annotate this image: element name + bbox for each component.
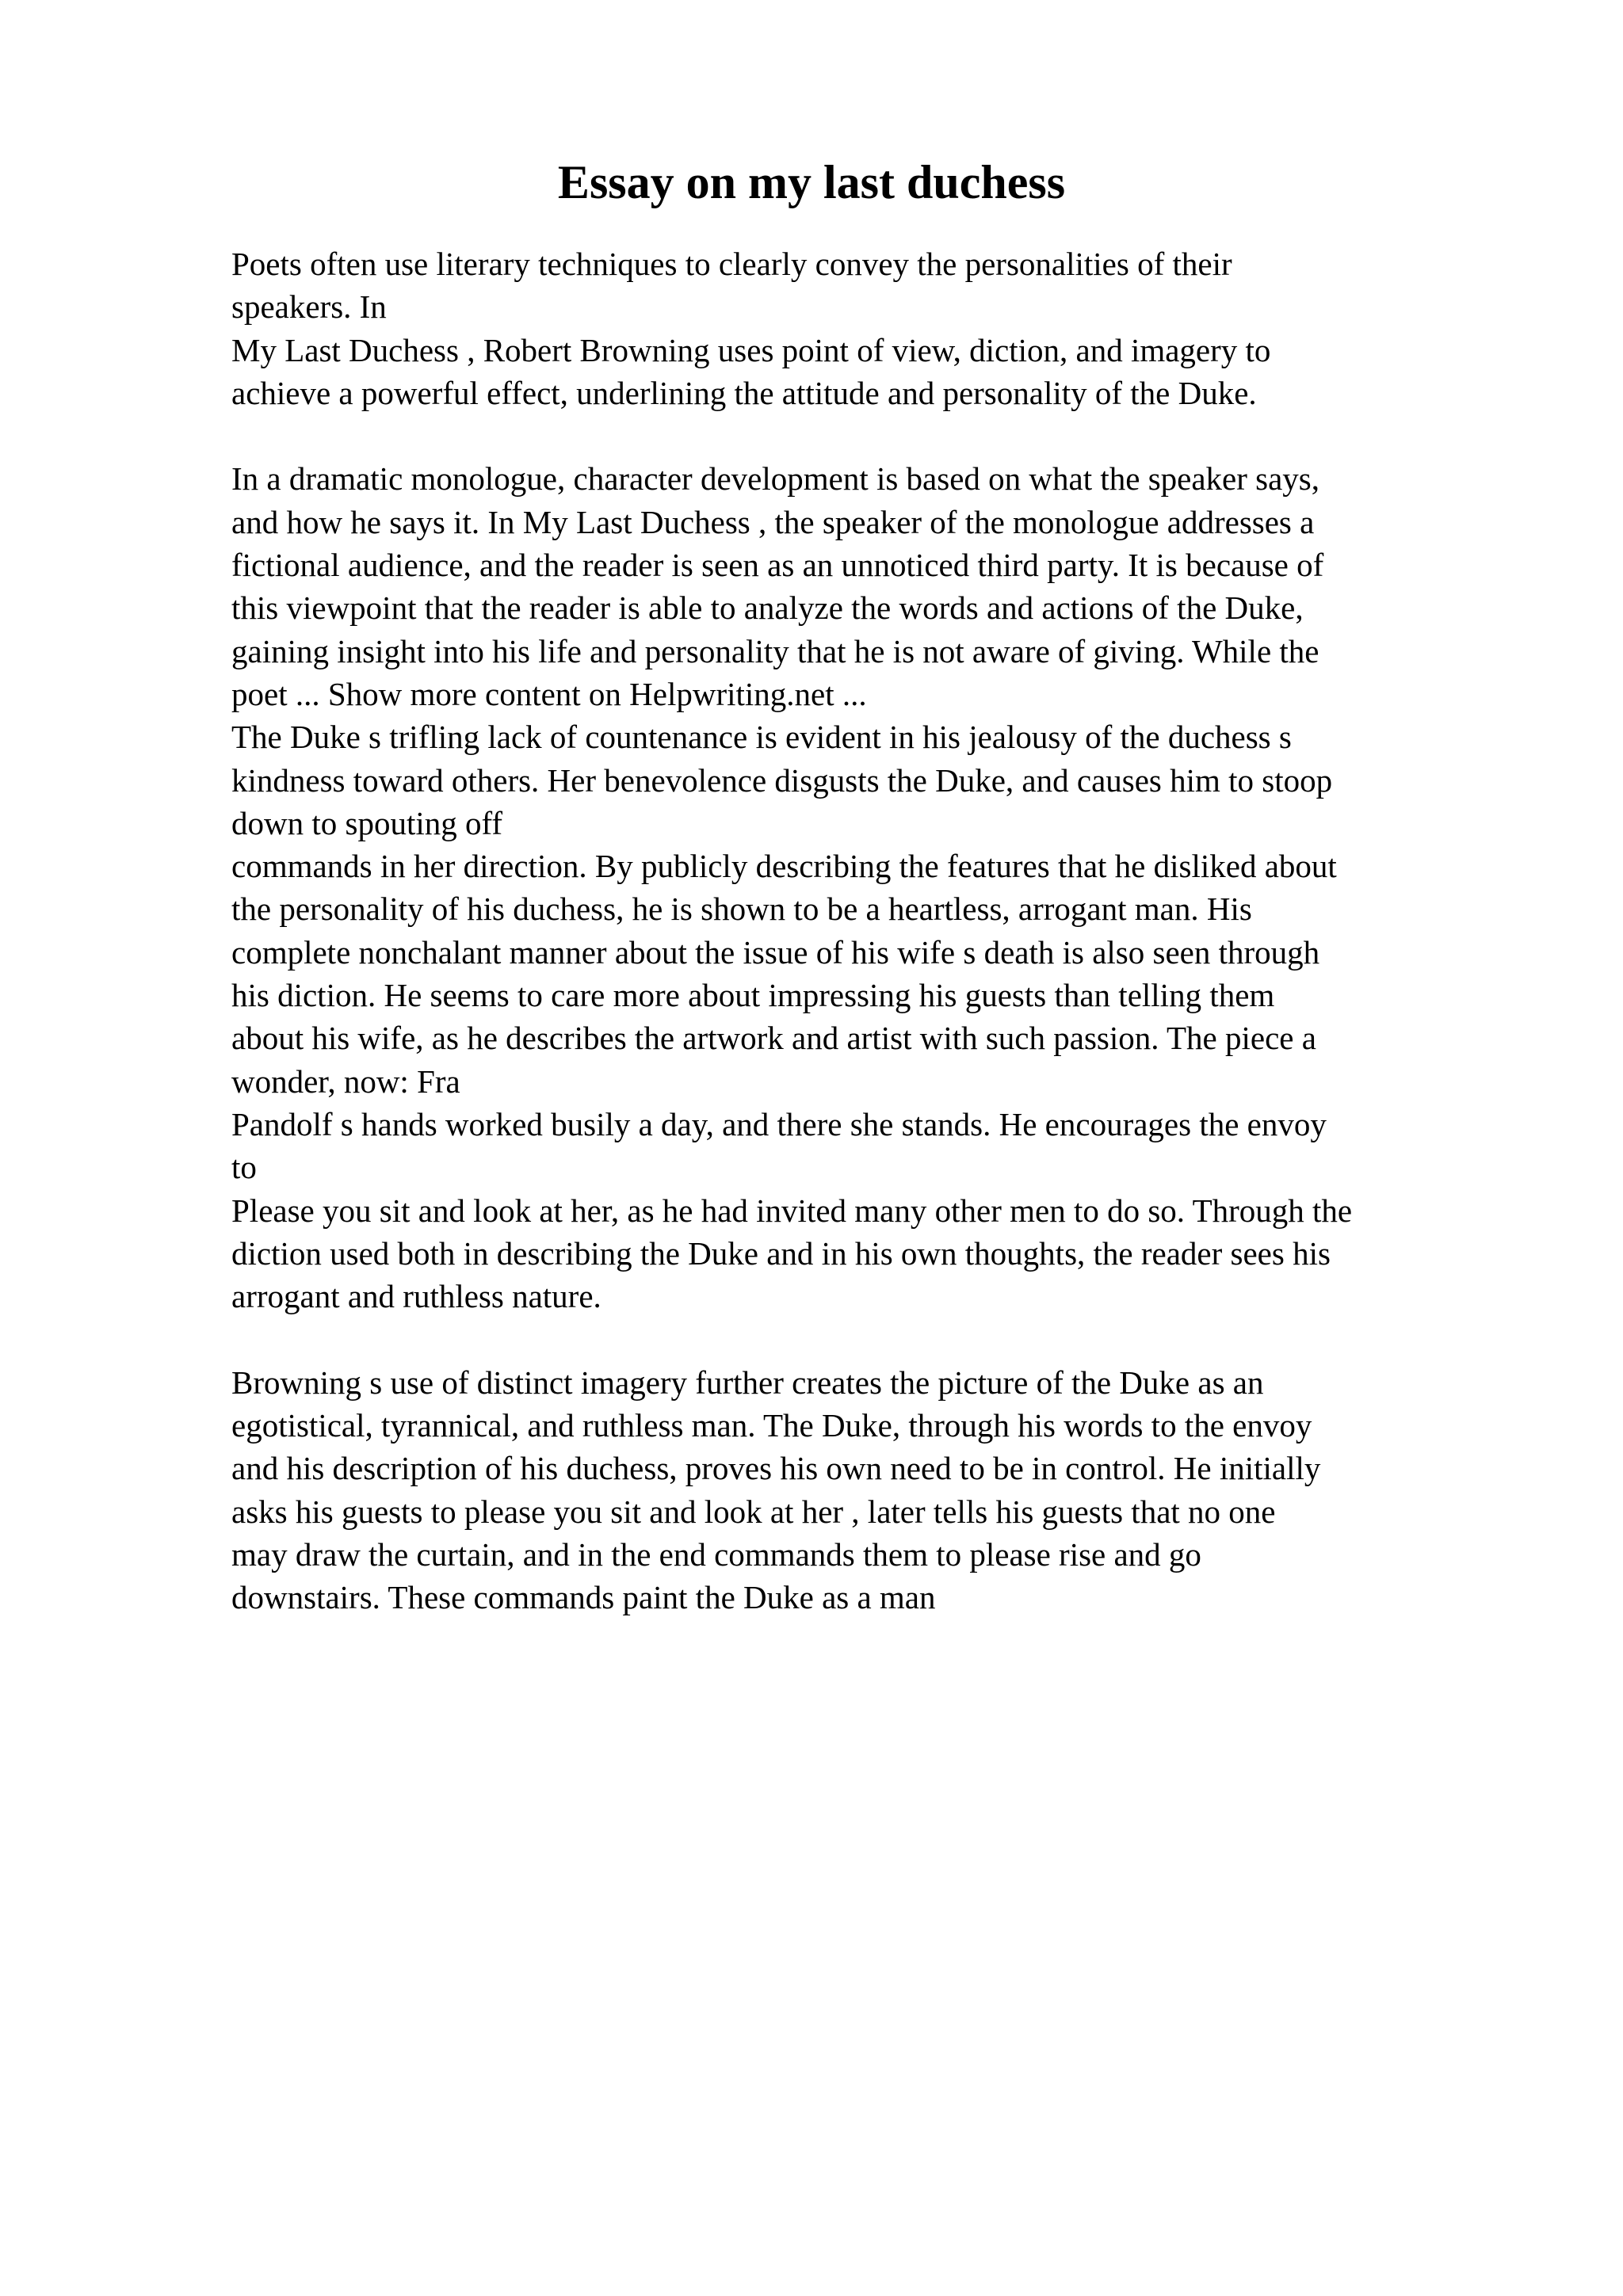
text-line: Browning s use of distinct imagery further creates the picture of the Duke as an xyxy=(231,1363,1264,1401)
text-line: his diction. He seems to care more about impressing his guests than telling them xyxy=(231,977,1275,1014)
text-line: asks his guests to please you sit and look at her , later tells his guests that no one xyxy=(231,1493,1276,1530)
text-line: Poets often use literary techniques to clearly convey the personalities of their xyxy=(231,246,1232,282)
text-line: commands in her direction. By publicly describing the features that he disliked about xyxy=(231,848,1337,885)
text-line: may draw the curtain, and in the end commands them to please rise and go xyxy=(231,1535,1201,1573)
text-line: to xyxy=(231,1149,257,1186)
paragraph-gap xyxy=(231,414,1594,457)
text-line: wonder, now: Fra xyxy=(231,1062,460,1100)
paragraph-gap xyxy=(231,1318,1594,1360)
paragraph-1 xyxy=(231,242,1594,414)
text-line: egotistical, tyrannical, and ruthless man. The Duke, through his words to the envoy xyxy=(231,1407,1312,1444)
document-title: Essay on my last duchess xyxy=(557,156,1066,208)
text-line: The Duke s trifling lack of countenance is evident in his jealousy of the duchess s xyxy=(231,719,1292,756)
text-line: fictional audience, and the reader is seen as an unnoticed third party. It is because of xyxy=(231,547,1324,584)
text-line: this viewpoint that the reader is able to analyze the words and actions of the Duke, xyxy=(231,589,1304,627)
text-line: down to spouting off xyxy=(231,804,503,841)
text-line: My Last Duchess , Robert Browning uses point of view, diction, and imagery to xyxy=(231,331,1271,368)
text-line: gaining insight into his life and personality that he is not aware of giving. While the xyxy=(231,632,1319,669)
text-line: about his wife, as he describes the artwork and artist with such passion. The piece a xyxy=(231,1020,1316,1057)
text-line: Please you sit and look at her, as he had invited many other men to do so. Through the xyxy=(231,1192,1353,1229)
text-line: Pandolf s hands worked busily a day, and there she stands. He encourages the envoy xyxy=(231,1105,1327,1142)
text-line: diction used both in describing the Duke and in his own thoughts, the reader sees his xyxy=(231,1234,1331,1272)
paragraph-2 xyxy=(231,457,1594,1318)
text-line: kindness toward others. Her benevolence disgusts the Duke, and causes him to stoop xyxy=(231,761,1333,799)
text-line: achieve a powerful effect, underlining the attitude and personality of the Duke. xyxy=(231,374,1257,411)
document-body xyxy=(231,242,1594,1619)
paragraph-3 xyxy=(231,1361,1594,1619)
text-line: the personality of his duchess, he is shown to be a heartless, arrogant man. His xyxy=(231,891,1252,928)
text-line: complete nonchalant manner about the issue of his wife s death is also seen through xyxy=(231,933,1320,971)
text-line: and how he says it. In My Last Duchess , the speaker of the monologue addresses a xyxy=(231,503,1315,540)
text-line: poet ... Show more content on Helpwriting.net ... xyxy=(231,675,867,712)
text-line: In a dramatic monologue, character development is based on what the speaker says, xyxy=(231,460,1319,498)
text-line: arrogant and ruthless nature. xyxy=(231,1278,601,1315)
text-line: and his description of his duchess, proves his own need to be in control. He initially xyxy=(231,1450,1321,1487)
text-line: speakers. In xyxy=(231,288,387,326)
text-line: downstairs. These commands paint the Duke as a man xyxy=(231,1579,936,1616)
